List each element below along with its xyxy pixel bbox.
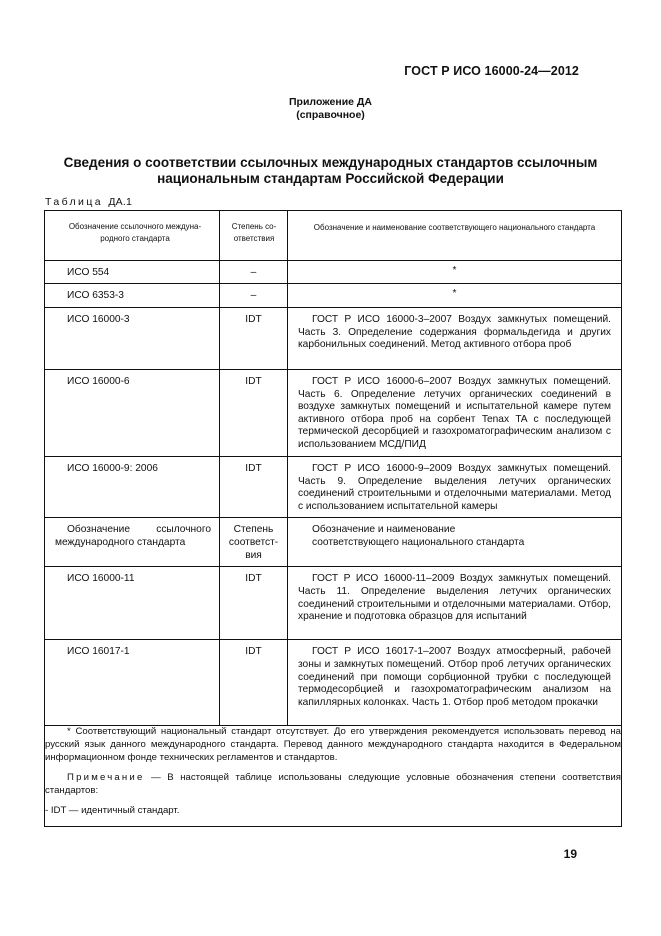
- subheader-desc-line2: соответствующего национального стандарта: [312, 536, 525, 548]
- row-code: ИСО 16000-9: 2006: [67, 463, 158, 474]
- table-row: [45, 567, 622, 640]
- table-subheader-row: [45, 518, 622, 567]
- subheader-desc: [288, 518, 621, 549]
- table-row: [45, 284, 622, 308]
- row-degree: IDT: [245, 376, 262, 387]
- header-cell: [288, 211, 622, 261]
- note: [45, 772, 621, 797]
- correspondence-table: [44, 210, 622, 827]
- appendix-subtitle: (справочное): [296, 109, 365, 121]
- row-desc: ГОСТ Р ИСО 16000-3–2007 Воздух замкнутых помещений. Часть 3. Определение содержания формальдегида и других карбонильных соединений. Метод активного отбора проб: [298, 314, 611, 351]
- subheader-desc-line1: Обозначение и наименование: [312, 524, 456, 536]
- table-label: [45, 196, 132, 208]
- row-desc: ГОСТ Р ИСО 16017-1–2007 Воздух атмосферный, рабочей зоны и замкнутых помещений. Отбор проб летучих органических соединений при помощи сорбционной трубки с последующей термодесорбцией и газохроматографическим анализом на капиллярных колонках. Часть 1. Отбор проб методом прокачки: [298, 646, 611, 708]
- header-cell: [220, 211, 288, 261]
- note-item: - IDT — идентичный стандарт.: [45, 805, 180, 817]
- table-label-number: ДА.1: [108, 196, 132, 208]
- table-header-row: [45, 211, 622, 261]
- row-code: ИСО 16017-1: [67, 646, 130, 658]
- table-row: [45, 370, 622, 457]
- page-number: 19: [563, 847, 577, 861]
- table-row: [45, 640, 622, 726]
- header-degree: Степень со- ответствия: [231, 222, 277, 243]
- row-code: ИСО 16000-6: [67, 376, 130, 387]
- page-title: Сведения о соответствии ссылочных международных стандартов ссылочным национальным стандартам Российской Федерации: [63, 155, 598, 186]
- row-degree: IDT: [245, 573, 262, 585]
- note-text: — В настоящей таблице использованы следующие условные обозначения степени соответствия стандартов:: [45, 772, 621, 796]
- row-code: ИСО 554: [67, 267, 110, 278]
- header-code: Обозначение ссылочного междуна- родного стандарта: [68, 222, 202, 243]
- row-degree: IDT: [245, 314, 262, 325]
- table-row: [45, 308, 622, 370]
- row-degree: IDT: [245, 646, 262, 658]
- appendix-title: Приложение ДА: [289, 96, 372, 108]
- subheader-degree: Степень соответст- вия: [228, 524, 279, 561]
- row-code: ИСО 16000-3: [67, 314, 130, 325]
- header-cell: [45, 211, 220, 261]
- row-degree: –: [250, 290, 257, 301]
- row-desc: *: [452, 288, 457, 299]
- row-code: ИСО 6353-3: [67, 290, 124, 301]
- table-row: [45, 261, 622, 284]
- document-code: ГОСТ Р ИСО 16000-24—2012: [404, 64, 579, 78]
- note-label: Примечание: [67, 772, 145, 784]
- table-row: [45, 457, 622, 518]
- row-desc: ГОСТ Р ИСО 16000-11–2009 Воздух замкнутых помещений. Часть 11. Определение выделения летучих органических соединений строительными и отделочными материалами. Отбор, хранение и подготовка образцов для испытаний: [298, 573, 611, 623]
- row-code: ИСО 16000-11: [67, 573, 135, 585]
- row-degree: –: [250, 267, 257, 278]
- table-label-prefix: Таблица: [45, 196, 103, 208]
- row-desc: ГОСТ Р ИСО 16000-9–2009 Воздух замкнутых помещений. Часть 9. Определение выделения летучих органических соединений строительными и отделочными материалами. Метод с использованием испытательной камеры: [298, 463, 611, 512]
- row-degree: IDT: [245, 463, 262, 474]
- appendix-heading: [0, 96, 661, 122]
- row-desc: *: [452, 265, 457, 276]
- subheader-code: Обозначение ссылочного международного стандарта: [55, 524, 211, 548]
- table-notes-row: [45, 726, 622, 827]
- header-desc: Обозначение и наименование соответствующего национального стандарта: [313, 223, 596, 232]
- footnote: * Соответствующий национальный стандарт отсутствует. До его утверждения рекомендуется использовать перевод на русский язык данного международного стандарта. Перевод данного международного стандарта находится в Федеральном информационном фонде технических регламентов и стандартов.: [45, 726, 621, 763]
- row-desc: ГОСТ Р ИСО 16000-6–2007 Воздух замкнутых помещений. Часть 6. Определение летучих органических соединений в воздухе замкнутых помещений и испытательной камере путем активного отбора проб на сорбент Tenax TA с последующей термической десорбцией и газохроматографическим анализом с использованием МСД/ПИД: [298, 376, 611, 450]
